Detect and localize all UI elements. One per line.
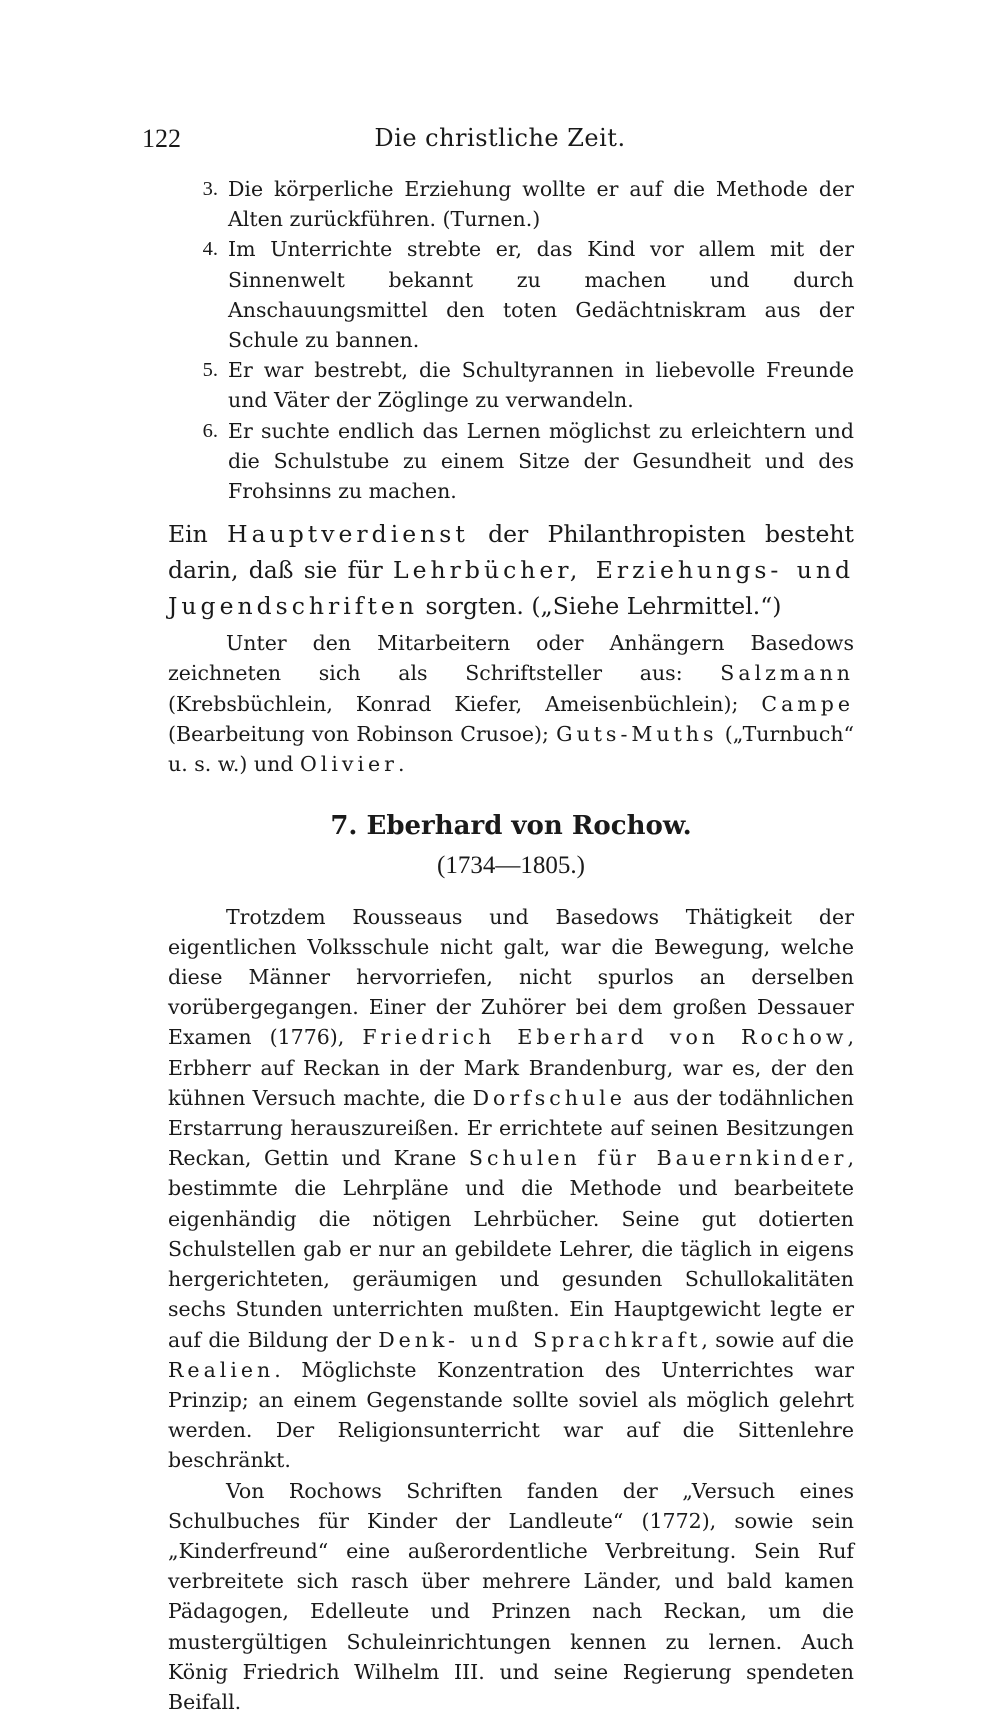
emphasis-schriften: Lehrbücher, Erziehungs- und Jugendschriften [168, 556, 855, 621]
paragraph-text: , bestimmte die Lehrpläne und die Methode und bearbeitete eigenhändig die nötigen Lehrbücher. Seine gut dotierten Schulstellen gab er nur an gebildete Lehrer, die täglich in eigens hergerichteten, geräumigen und gesunden Schullokalitäten sechs Stunden unterrichten mußten. Ein Hauptgewicht legte er auf die Bildung der [168, 1146, 855, 1352]
section-heading: 7. Eberhard von Rochow. [330, 811, 692, 842]
highlight-text: sorgten. („Siehe Lehrmittel.“) [417, 592, 782, 621]
list-item-number: 3. [202, 178, 218, 200]
name-campe: Campe [761, 691, 854, 716]
numbered-list [168, 174, 854, 506]
page-content [168, 174, 854, 1717]
emphasis-hauptverdienst: Hauptverdienst [227, 520, 469, 549]
paragraph-text: . Möglichste Konzentration des Unterrichtes war Prinzip; an einem Gegenstande sollte soviel als möglich gelehrt werden. Der Religionsunterricht war auf die Sittenlehre beschränkt. [168, 1357, 854, 1473]
section-years: (1734—1805.) [437, 852, 585, 880]
name-rochow: Friedrich Eberhard von Rochow [362, 1025, 848, 1050]
list-item-number: 4. [202, 238, 218, 261]
body-paragraph: Von Rochows Schriften fanden der „Versuch eines Schulbuches für Kinder der Landleute“ (1772), sowie sein „Kinderfreund“ eine außerordentliche Verbreitung. Sein Ruf verbreitete sich rasch über mehrere Länder, und bald kamen Pädagogen, Edelleute und Prinzen nach Reckan, um die mustergültigen Schuleinrichtungen kennen zu lernen. Auch König Friedrich Wilhelm III. und seine Regierung spendeten Beifall. [168, 1478, 854, 1714]
list-item-number: 5. [202, 359, 218, 382]
running-title: Die christliche Zeit. [374, 124, 626, 152]
highlight-text: Ein [168, 520, 228, 549]
name-guts-muths: Guts-Muths [556, 721, 718, 746]
collaborators-paragraph [168, 628, 854, 779]
emphasis-dorfschule: Dorfschule [472, 1085, 626, 1110]
paragraph-text: Trotzdem Rousseaus und Basedows Thätigkeit der eigentlichen Volksschule nicht galt, war die Bewegung, welche diese Männer hervorriefen, nicht spurlos an derselben vorübergegangen. Einer der Zuhörer bei dem großen Dessauer Examen (1776), [168, 904, 854, 1050]
paragraph-text: . [397, 752, 405, 777]
page-header [142, 124, 858, 160]
page-number: 122 [142, 124, 181, 153]
paragraph-text: , Erbherr auf Reckan in der Mark Brandenburg, war es, der den kühnen Versuch machte, die [168, 1025, 854, 1110]
list-item [168, 355, 854, 415]
list-item-text: Er war bestrebt, die Schultyrannen in liebevolle Freunde und Väter der Zöglinge zu verwandeln. [228, 358, 854, 413]
list-item-text: Im Unterrichte strebte er, das Kind vor allem mit der Sinnenwelt bekannt zu machen und durch Anschauungsmittel den toten Gedächtniskram aus der Schule zu bannen. [228, 237, 854, 353]
paragraph-text: (Bearbeitung von Robinson Crusoe); [168, 721, 557, 746]
list-item-text: Die körperliche Erziehung wollte er auf die Methode der Alten zurückführen. (Turnen.) [228, 177, 854, 232]
emphasis-realien: Realien [168, 1357, 275, 1382]
paragraph-text: , sowie auf die [701, 1327, 854, 1352]
body-paragraph [168, 902, 854, 1476]
list-item-text: Er suchte endlich das Lernen möglichst zu erleichtern und die Schulstube zu einem Sitze der Gesundheit und des Frohsinns zu machen. [228, 418, 854, 504]
paragraph-text: aus der todähnlichen Erstarrung herauszureißen. Er errichtete auf seinen Besitzungen Reckan, Gettin und Krane [168, 1085, 855, 1171]
name-olivier: Olivier [299, 752, 398, 777]
paragraph-text: („Turnbuch“ u. s. w.) und [168, 721, 855, 777]
highlight-text: der Philanthropisten besteht darin, daß sie für [168, 520, 854, 585]
list-item [168, 174, 854, 234]
emphasis-schulen: Schulen für Bauernkinder [468, 1146, 848, 1171]
list-item-number: 6. [202, 419, 218, 442]
paragraph-text: (Krebsbüchlein, Konrad Kiefer, Ameisenbüchlein); [168, 691, 762, 716]
name-salzmann: Salzmann [720, 661, 854, 686]
list-item [168, 416, 854, 507]
emphasis-denkkraft: Denk- und Sprachkraft [378, 1327, 702, 1352]
paragraph-text: Unter den Mitarbeitern oder Anhängern Basedows zeichneten sich als Schriftsteller aus: [168, 631, 854, 686]
list-item [168, 234, 854, 355]
highlight-paragraph [168, 516, 854, 624]
